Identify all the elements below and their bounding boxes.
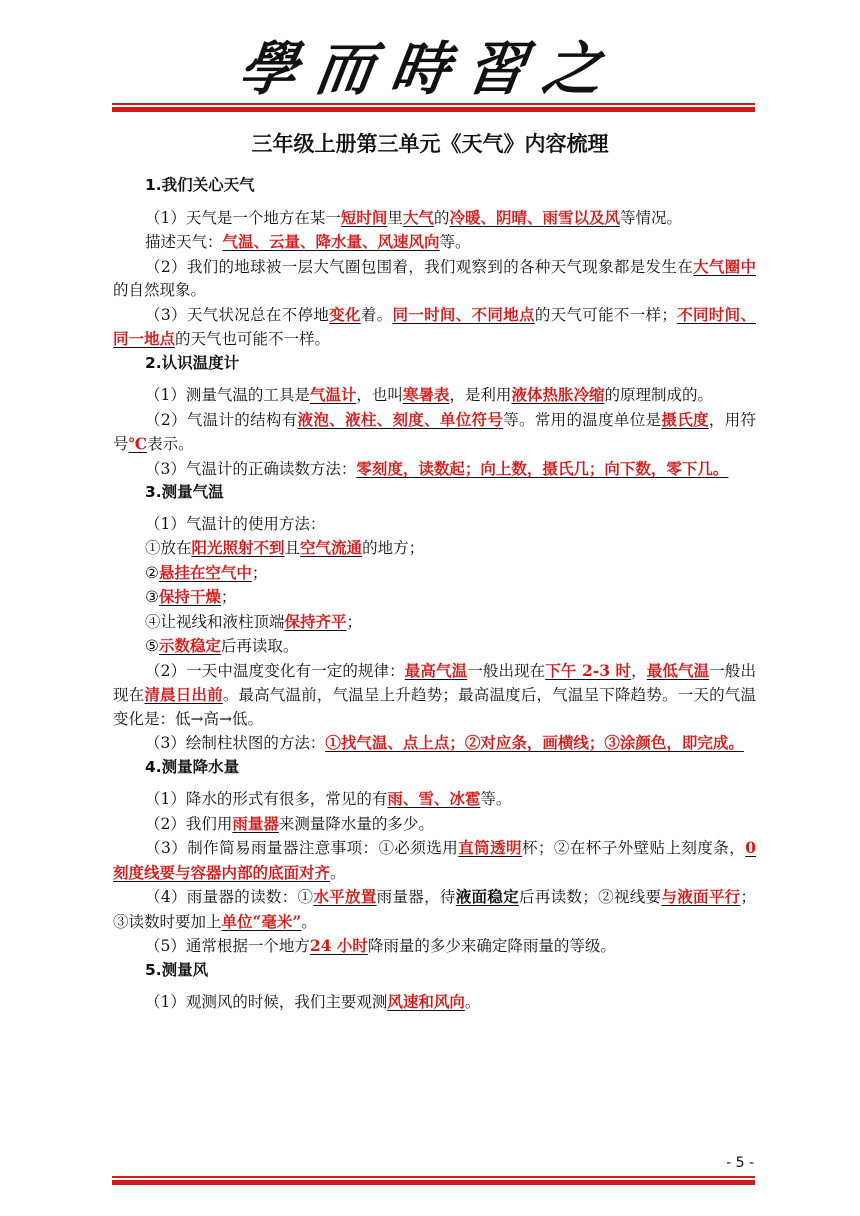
paragraph <box>113 303 756 352</box>
text: ； <box>220 588 237 606</box>
footer-rule <box>112 1176 755 1185</box>
key-term: 同一时间、不同地点 <box>392 304 535 324</box>
key-term: 水平放置 <box>313 887 377 906</box>
text: （3）绘制柱状图的方法： <box>145 734 326 752</box>
text: （2）我们的地球被一层大气圈包围着，我们观察到的各种天气现象都是发生在 <box>145 257 694 276</box>
key-term: 单位“毫米” <box>221 911 302 931</box>
paragraph <box>113 383 756 408</box>
key-term: 液泡、液柱、刻度、单位符号 <box>297 409 504 429</box>
key-term: 液体热胀冷缩 <box>511 385 605 404</box>
paragraph <box>113 934 756 959</box>
paragraph <box>113 990 756 1015</box>
text: 描述天气： <box>145 233 223 251</box>
text: ； <box>251 563 268 582</box>
section-4 <box>113 756 756 959</box>
text: （3）天气状况总在不停地 <box>145 305 330 324</box>
key-term: 大气 <box>402 207 434 227</box>
paragraph <box>113 836 756 885</box>
text: （5）通常根据一个地方 <box>145 937 310 955</box>
text: 等。 <box>439 233 471 251</box>
text: ①放在 <box>145 539 192 557</box>
document-body <box>113 174 756 1015</box>
text: （3）气温计的正确读数方法： <box>145 459 357 478</box>
section-heading: 2.认识温度计 <box>145 353 240 372</box>
header-rule <box>112 103 755 112</box>
paragraph <box>113 787 756 812</box>
text: ② <box>145 563 159 582</box>
text: 一般出现在 <box>467 661 546 680</box>
key-term: 0 刻度线要与容器内部的底面对齐 <box>113 838 756 882</box>
list-item <box>113 610 756 635</box>
key-term: 气温计 <box>309 385 357 404</box>
text: 的地方； <box>362 539 425 557</box>
text: 后再读数；②视线要 <box>519 888 662 906</box>
text: 一般出现在 <box>113 661 756 704</box>
text: 。 <box>464 993 481 1011</box>
text: （1）观测风的时候，我们主要观测 <box>145 993 388 1011</box>
text: 着。 <box>360 305 393 324</box>
paragraph <box>113 255 756 303</box>
key-term: 示数稳定 <box>158 636 221 655</box>
paragraph <box>113 457 756 482</box>
paragraph <box>113 230 756 255</box>
key-term: 空气流通 <box>300 538 363 557</box>
list-item <box>113 634 756 659</box>
key-term: 摄氏度 <box>661 409 709 429</box>
list-item <box>113 536 756 561</box>
section-1 <box>113 174 756 352</box>
key-term: 气温、云量、降水量、风速风向 <box>222 232 440 251</box>
section-heading: 3.测量气温 <box>145 483 224 501</box>
key-term: 寒暑表 <box>402 385 450 404</box>
text: 等。 <box>480 790 512 808</box>
text: ④让视线和液柱顶端 <box>145 612 285 631</box>
section-5 <box>113 959 756 1015</box>
text: 表示。 <box>147 435 194 453</box>
text: ⑤ <box>145 637 159 655</box>
text: 里 <box>387 208 403 227</box>
list-item <box>113 585 756 610</box>
paragraph: （1）气温计的使用方法： <box>145 514 326 533</box>
paragraph <box>113 731 756 756</box>
key-term: 短时间 <box>340 207 388 227</box>
text: （1）测量气温的工具是 <box>145 386 310 404</box>
text: （4）雨量器的读数：① <box>145 888 314 906</box>
section-heading: 1.我们关心天气 <box>145 176 255 194</box>
text: 的天气也可能不一样。 <box>175 330 331 348</box>
paragraph <box>113 812 756 837</box>
text: 的 <box>433 208 450 227</box>
text: （3）制作简易雨量器注意事项：①必须选用 <box>145 839 459 857</box>
section-heading: 4.测量降水量 <box>145 757 240 776</box>
text: 等。常用的温度单位是 <box>503 410 662 429</box>
key-term: 雨量器 <box>232 813 279 833</box>
text: ，是利用 <box>449 386 512 404</box>
text: 降雨量的多少来确定降雨量的等级。 <box>367 937 616 955</box>
text: ，也叫 <box>356 386 403 404</box>
text: （2）气温计的结构有 <box>145 410 298 429</box>
key-term: 变化 <box>329 304 361 324</box>
text: 后再读取。 <box>220 637 299 655</box>
document-title: 三年级上册第三单元《天气》内容梳理 <box>251 131 609 156</box>
key-term: ℃ <box>128 434 148 453</box>
text: ； <box>346 612 363 631</box>
key-term: 不同时间、同一地点 <box>113 304 756 348</box>
list-item <box>113 561 756 586</box>
text: ， <box>631 661 647 680</box>
paragraph <box>113 885 756 934</box>
paragraph <box>113 206 756 231</box>
page-number: - 5 - <box>726 1155 754 1171</box>
key-term: 雨、雪、冰雹 <box>387 789 481 808</box>
key-term: 24 小时 <box>309 936 368 955</box>
text: 的天气可能不一样； <box>534 305 677 324</box>
section-heading: 5.测量风 <box>145 960 209 979</box>
key-term: 最低气温 <box>646 660 710 680</box>
text: ③ <box>145 588 159 606</box>
key-term: 风速和风向 <box>387 992 465 1011</box>
text: （1）降水的形式有很多，常见的有 <box>145 790 388 808</box>
text: 。 <box>330 863 346 882</box>
key-term: 零刻度，读数起；向上数，摄氏几；向下数，零下几。 <box>356 458 729 478</box>
key-term: 悬挂在空气中 <box>158 562 252 582</box>
text: 等情况。 <box>619 208 682 227</box>
section-3 <box>113 481 756 756</box>
text: （1）天气是一个地方在某一 <box>145 208 341 227</box>
header-logo: 學而時習之 <box>234 35 625 103</box>
key-term: 冷暖、阴晴、雨雪以及风 <box>449 207 620 227</box>
text: ，用符号 <box>113 410 756 453</box>
key-term: 保持齐平 <box>284 611 347 631</box>
text: 的自然现象。 <box>113 281 207 299</box>
text: 雨量器，待 <box>376 888 456 906</box>
key-term: 清晨日出前 <box>144 685 223 704</box>
key-term: 阳光照射不到 <box>191 538 285 557</box>
paragraph <box>113 408 756 457</box>
section-2 <box>113 352 756 482</box>
text: 来测量降水量的多少。 <box>278 814 434 833</box>
text: （2）我们用 <box>145 814 233 833</box>
key-term: ①找气温、点上点；②对应条，画横线；③涂颜色，即完成。 <box>325 733 744 752</box>
text: ；③读数时要加上 <box>113 888 756 931</box>
paragraph <box>113 659 756 732</box>
text: （2）一天中温度变化有一定的规律： <box>145 661 405 680</box>
key-term: 液面稳定 <box>455 887 520 906</box>
key-term: 下午 2-3 时 <box>545 660 632 680</box>
text: 的原理制成的。 <box>604 386 713 404</box>
text: 。 <box>301 912 317 931</box>
text: 。最高气温前，气温呈上升趋势；最高温度后，气温呈下降趋势。一天的气温变化是：低→高→低。 <box>113 686 756 728</box>
text: 杯；②在杯子外壁贴上刻度条， <box>522 839 746 857</box>
key-term: 大气圈中 <box>693 256 756 276</box>
text: 且 <box>284 539 301 557</box>
key-term: 最高气温 <box>404 660 468 680</box>
key-term: 保持干燥 <box>158 587 221 606</box>
key-term: 与液面平行 <box>661 887 741 906</box>
key-term: 直筒透明 <box>458 838 522 857</box>
